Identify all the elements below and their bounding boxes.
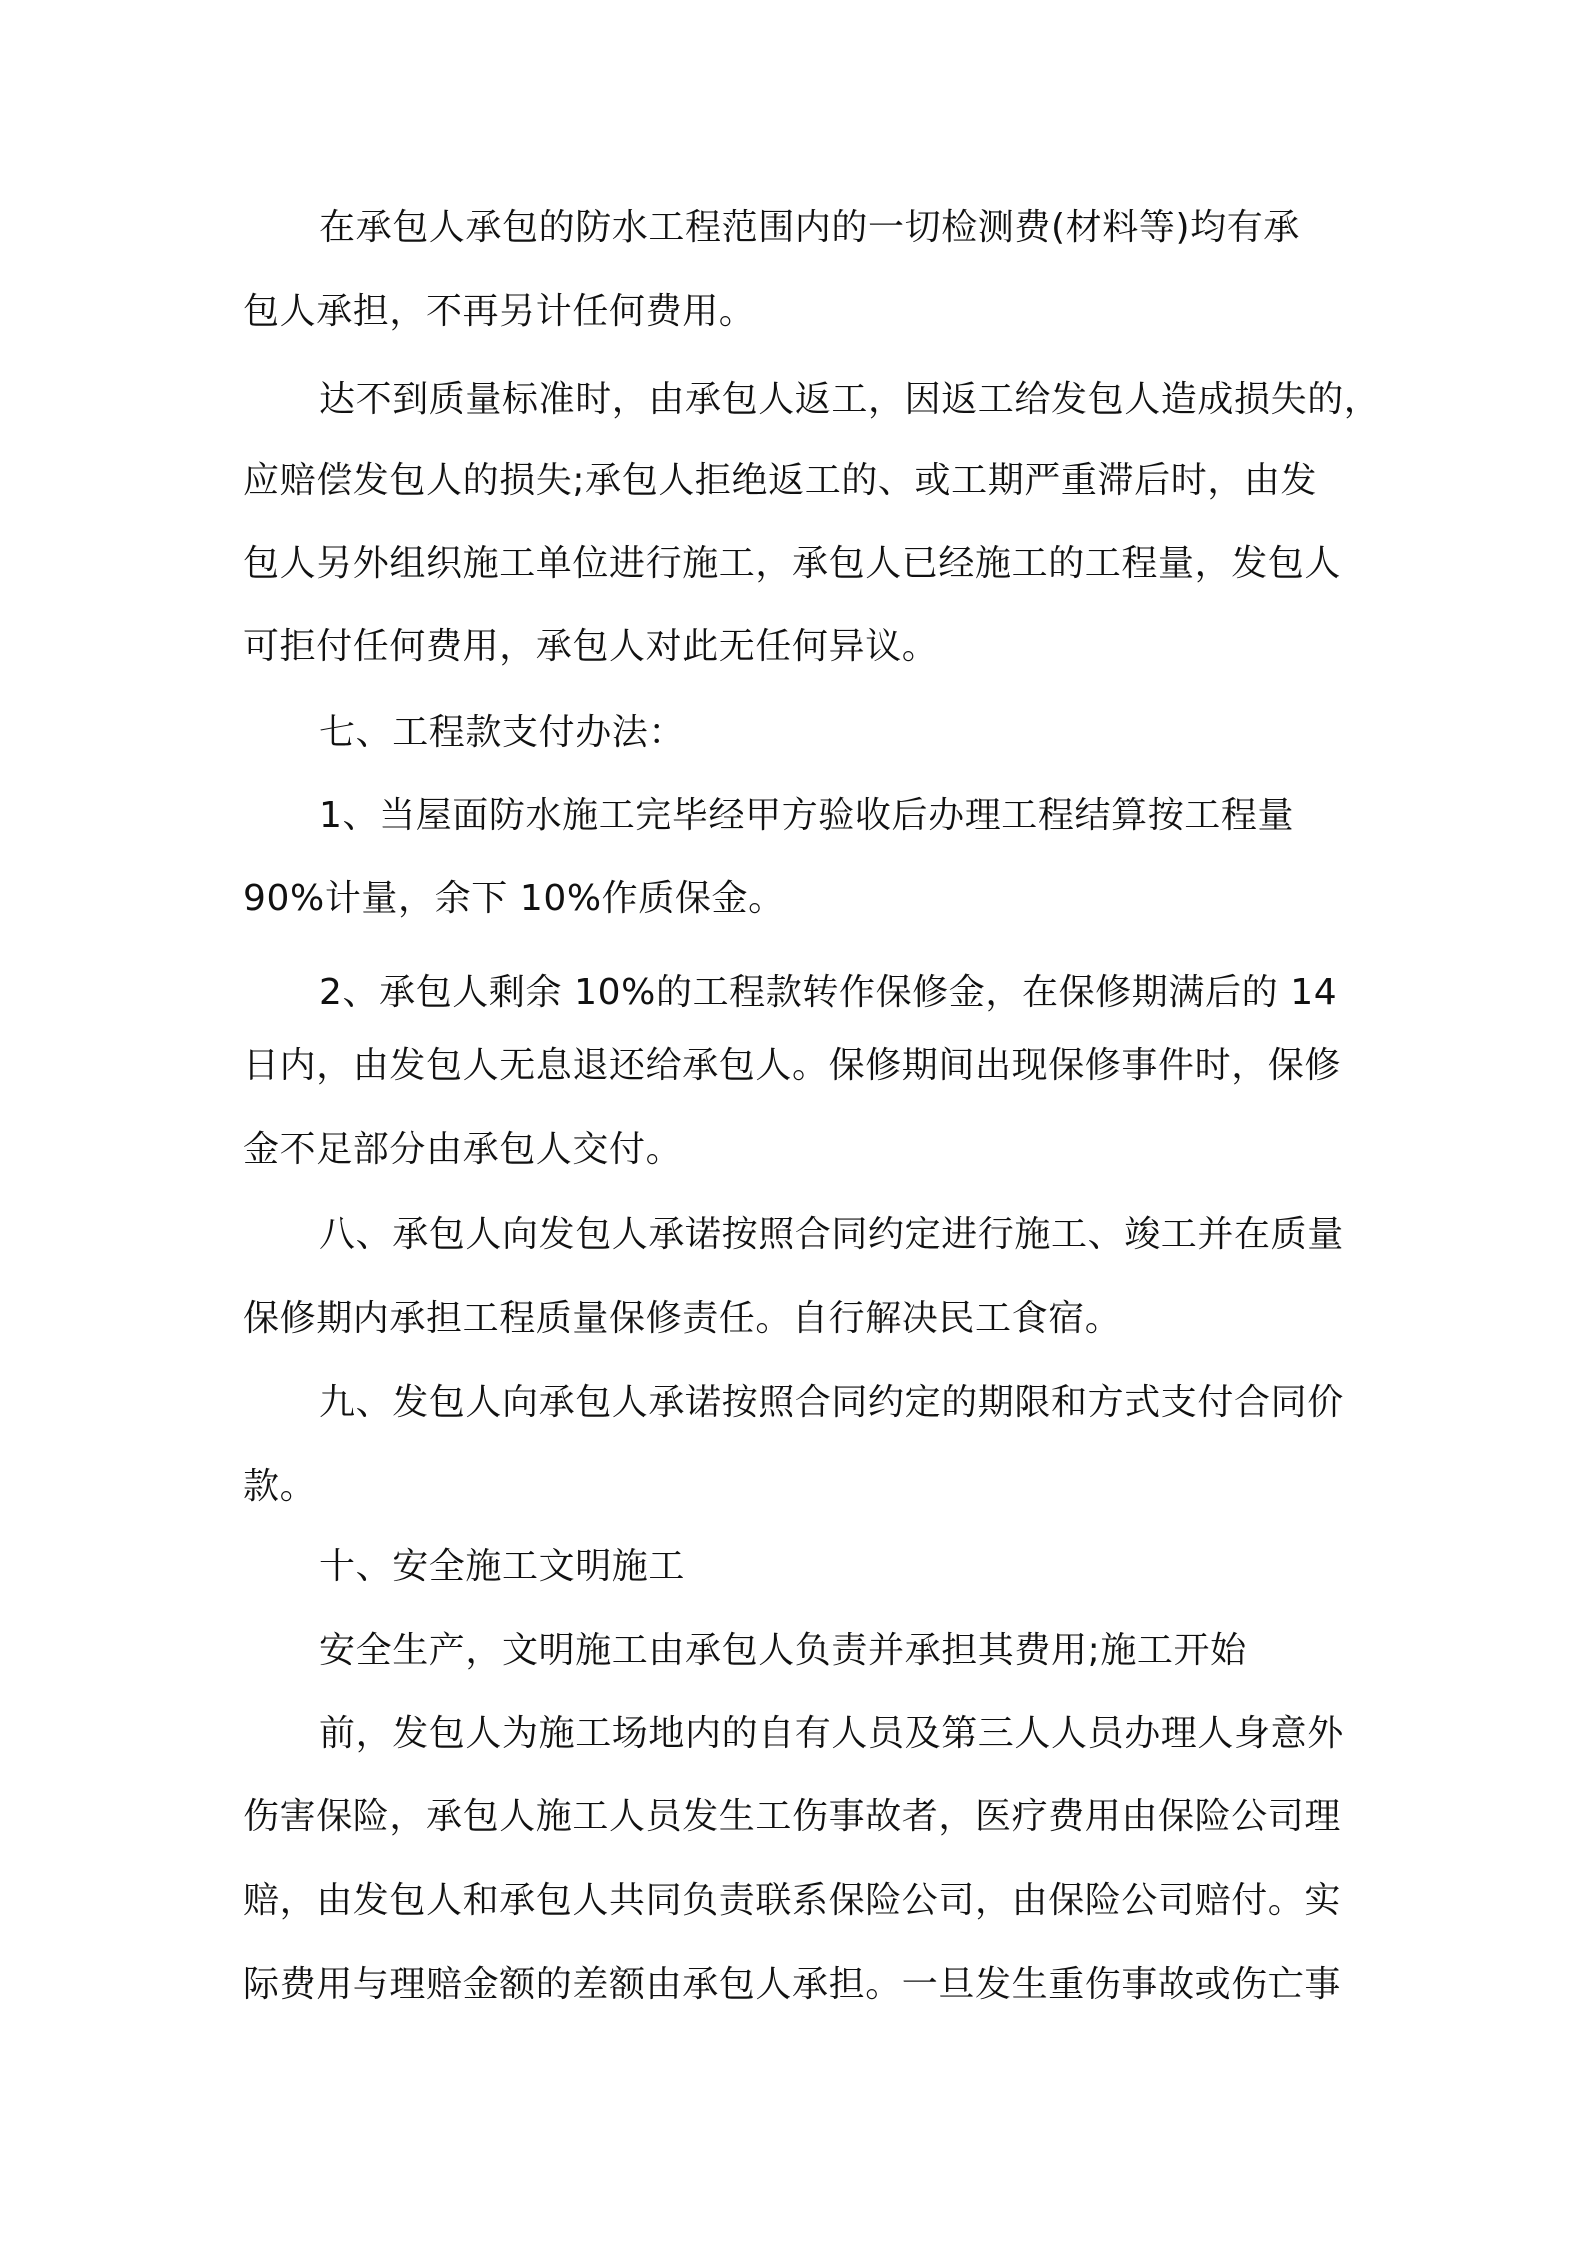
section-heading: 九、发包人向承包人承诺按照合同约定的期限和方式支付合同价 [319, 1382, 1344, 1423]
text-line: 应赔偿发包人的损失;承包人拒绝返工的、或工期严重滞后时，由发 [243, 460, 1318, 501]
text-line: 在承包人承包的防水工程范围内的一切检测费(材料等)均有承 [319, 207, 1300, 248]
text-line: 伤害保险，承包人施工人员发生工伤事故者，医疗费用由保险公司理 [243, 1796, 1342, 1837]
text-line: 可拒付任何费用，承包人对此无任何异议。 [243, 626, 939, 667]
text-line: 1、当屋面防水施工完毕经甲方验收后办理工程结算按工程量 [319, 795, 1295, 836]
text-line: 赔，由发包人和承包人共同负责联系保险公司，由保险公司赔付。实 [243, 1880, 1342, 1921]
text-line: 金不足部分由承包人交付。 [243, 1129, 683, 1170]
text-line: 包人另外组织施工单位进行施工，承包人已经施工的工程量，发包人 [243, 543, 1342, 584]
text-line: 达不到质量标准时，由承包人返工，因返工给发包人造成损失的， [319, 379, 1381, 420]
text-line: 际费用与理赔金额的差额由承包人承担。一旦发生重伤事故或伤亡事 [243, 1964, 1342, 2005]
text-line: 包人承担，不再另计任何费用。 [243, 291, 756, 332]
text-line: 前，发包人为施工场地内的自有人员及第三人人员办理人身意外 [319, 1713, 1344, 1754]
text-line: 保修期内承担工程质量保修责任。自行解决民工食宿。 [243, 1298, 1122, 1339]
section-heading: 十、安全施工文明施工 [319, 1546, 686, 1587]
text-line: 安全生产，文明施工由承包人负责并承担其费用;施工开始 [319, 1630, 1247, 1671]
text-line: 2、承包人剩余 10%的工程款转作保修金，在保修期满后的 14 [319, 972, 1338, 1013]
text-line: 90%计量，余下 10%作质保金。 [243, 878, 785, 919]
text-line: 款。 [243, 1466, 317, 1507]
section-heading: 八、承包人向发包人承诺按照合同约定进行施工、竣工并在质量 [319, 1214, 1344, 1255]
section-heading: 七、工程款支付办法： [319, 712, 686, 753]
text-line: 日内，由发包人无息退还给承包人。保修期间出现保修事件时，保修 [243, 1045, 1342, 1086]
